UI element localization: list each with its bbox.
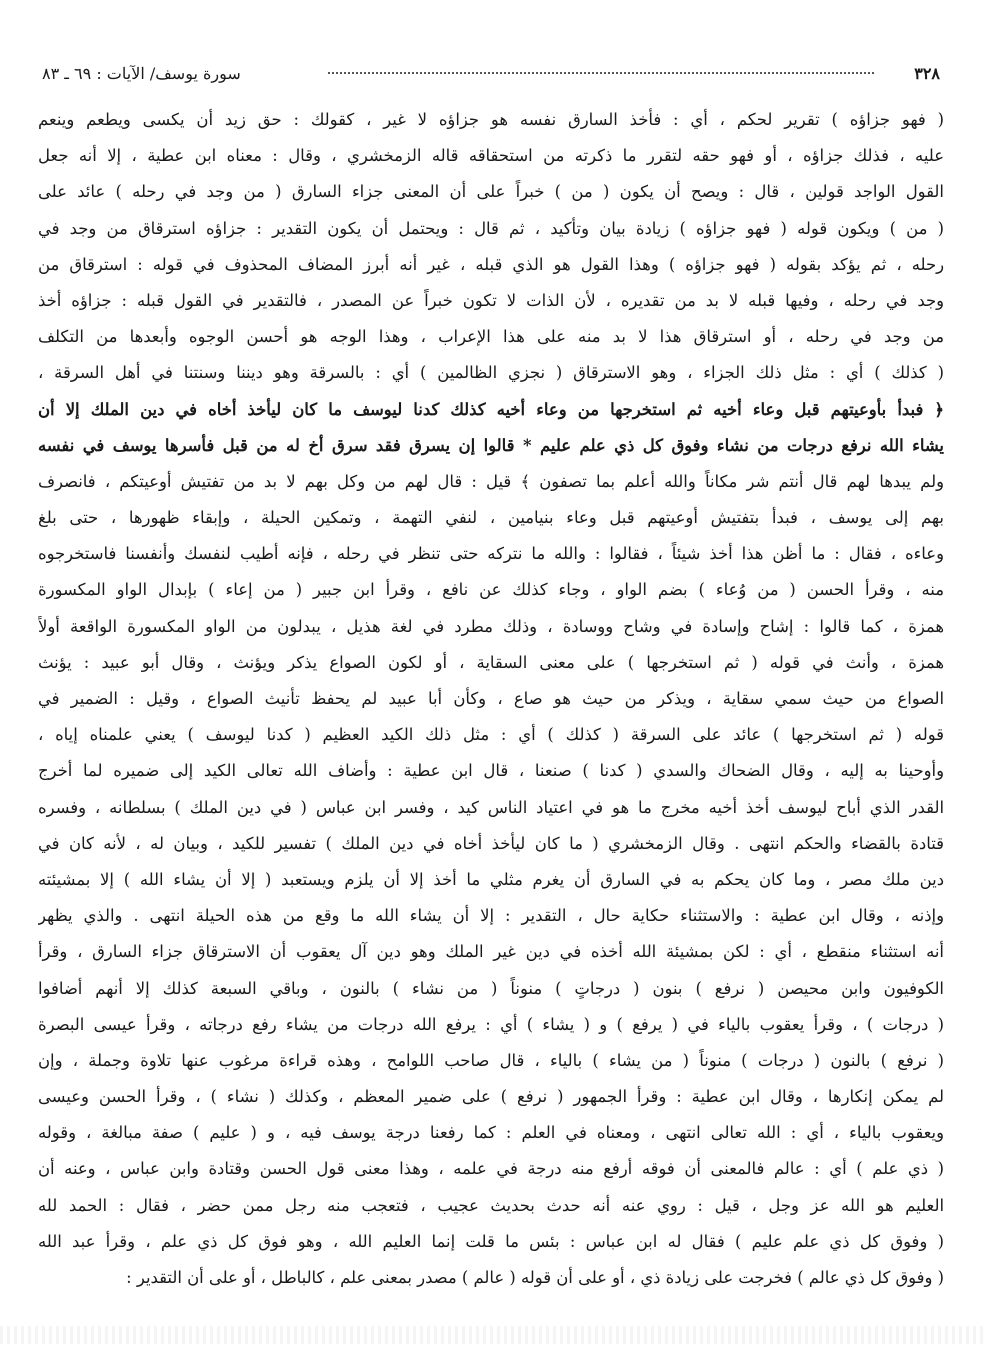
text-line: من وجد في رحله ، أو استرقاق هذا لا بد منه على هذا الإعراب ، وهذا الوجه هو أحسن الوجوه وأبعدها من التكلف [38, 327, 944, 347]
text-line: ( وفوق كل ذي علم عليم ) فقال له ابن عباس : بئس ما قلت إنما العليم الله ، وهو فوق كل ذي علم ، وقرأ عبد الله [38, 1231, 944, 1251]
text-line: القول الواجد قولين ، قال : ويصح أن يكون ( من ) خبراً على أن المعنى جزاء السارق ( من وجد في رحله ) عائد على [38, 182, 944, 202]
verse-line: ﴿ فبدأ بأوعيتهم قبل وعاء أخيه ثم استخرجها من وعاء أخيه كذلك كدنا ليوسف ما كان ليأخذ أخاه في دين الملك إلا أن [38, 399, 944, 419]
running-title: سورة يوسف/ الآيات : ٦٩ ـ ٨٣ [42, 64, 241, 83]
text-line: ويعقوب بالياء ، أي : الله تعالى انتهى ، ومعناه في العلم : كما رفعنا درجة يوسف فيه ، و ( عليم ) صفة مبالغة ، وقوله [38, 1123, 944, 1143]
text-line: عليه ، فذلك جزاؤه ، أو فهو حقه لتقرر ما ذكرته من استحقاقه قاله الزمخشري ، وقال : معناه ابن عطية ، إلا أنه جعل [38, 146, 944, 166]
text-line: وعاءه ، فقال : ما أظن هذا أخذ شيئاً ، فقالوا : والله ما نتركه حتى تنظر في رحله ، فإنه أطيب لنفسك وأنفسنا فاستخرجوه [38, 544, 944, 564]
text-line: ( فهو جزاؤه ) تقرير لحكم ، أي : فأخذ السارق نفسه هو جزاؤه لا غير ، كقولك : حق زيد أن يكسى ويطعم وينعم [38, 110, 944, 129]
text-line: لم يمكن إنكارها ، وقال ابن عطية : وقرأ الجمهور ( نرفع ) على ضمير المعظم ، وكذلك ( نشاء ) ، وقرأ الحسن وعيسى [38, 1087, 944, 1107]
text-line: الكوفيون وابن محيصن ( نرفع ) بنون ( درجاتٍ ) منوناً ( من نشاء ) بالنون ، وباقي السبعة كذلك إلا أنهم أضافوا [38, 978, 944, 998]
text-line: همزة ، كما قالوا : إشاح وإسادة في وشاح ووسادة ، وذلك مطرد في لغة هذيل ، يبدلون من الواو المكسورة الواقعة أولاً [38, 616, 944, 636]
text-line: وإذنه ، وقال ابن عطية : والاستثناء حكاية حال ، التقدير : إلا أن يشاء الله ما وقع من هذه الحيلة انتهى . والذي يظهر [38, 906, 944, 926]
text-line: ( وفوق كل ذي عالم ) فخرجت على زيادة ذي ، أو على أن قوله ( عالم ) مصدر بمعنى علم ، كالباطل ، أو على أن التقدير : [126, 1268, 944, 1287]
text-line: ولم يبدها لهم قال أنتم شر مكاناً والله أعلم بما تصفون ﴾ قيل : قال لهم من وكل بهم لا بد من تفتيش أوعيتكم ، فانصرف [38, 471, 944, 491]
text-line: القدر الذي أباح ليوسف أخذ أخيه مخرج ما هو في اعتياد الناس كيد ، وفسر ابن عباس ( في دين الملك ) بسلطانه ، وفسره [38, 797, 944, 817]
text-line: بهم إلى يوسف ، فبدأ بتفتيش أوعيتهم قبل وعاء بنيامين ، لنفي التهمة ، وتمكين الحيلة ، وإبقاء ظهورها ، حتى بلغ [38, 508, 944, 528]
header-leader-dots [328, 72, 874, 74]
text-line: وأوحينا به إليه ، وقال الضحاك والسدي ( كدنا ) صنعنا ، قال ابن عطية : وأضاف الله تعالى الكيد إلى ضميره لما أخرج [38, 761, 944, 781]
text-line: ( كذلك ) أي : مثل ذلك الجزاء ، وهو الاسترقاق ( نجزي الظالمين ) أي : بالسرقة وهو ديننا وسنتنا في أهل السرقة ، [38, 363, 944, 383]
text-line: رحله ، ثم يؤكد بقوله ( فهو جزاؤه ) وهذا القول هو الذي قبله ، غير أنه أبرز المضاف المحذوف في قوله : استرقاق من [38, 254, 944, 274]
text-line: دين ملك مصر ، وما كان يحكم به في السارق أن يغرم مثلي ما أخذ إلا أن يلزم ويستعبد ( إلا أن يشاء الله ) إلا بمشيئته [38, 869, 944, 889]
page-header [38, 58, 944, 92]
text-line: همزة ، وأنث في قوله ( ثم استخرجها ) على معنى السقاية ، أو لكون الصواع يذكر ويؤنث ، وقال أبو عبيد : يؤنث [38, 652, 944, 672]
text-line: قوله ( ثم استخرجها ) عائد على السرقة ( كذلك ) أي : مثل ذلك الكيد العظيم ( كدنا ليوسف ) يعني علمناه إياه ، [38, 725, 944, 745]
text-line: العليم هو الله عز وجل ، قيل : روي عنه أنه حدث بحديث عجيب ، فتعجب منه رجل ممن حضر ، فقال : الحمد لله [38, 1195, 944, 1215]
verse-line: يشاء الله نرفع درجات من نشاء وفوق كل ذي علم عليم * قالوا إن يسرق فقد سرق أخ له من قبل فأسرها يوسف في نفسه [38, 435, 944, 455]
body-text [38, 102, 944, 1296]
text-line: أنه استثناء منقطع ، أي : لكن بمشيئة الله أخذه في دين غير الملك وهو دين آل يعقوب أن الاسترقاق جزاء السارق ، وقرأ [38, 942, 944, 962]
text-line: منه ، وقرأ الحسن ( من وُعاء ) بضم الواو ، وجاء كذلك عن نافع ، وقرأ ابن جبير ( من إعاء ) بإبدال الواو المكسورة [38, 580, 944, 600]
text-line: ( من ) ويكون قوله ( فهو جزاؤه ) زيادة بيان وتأكيد ، ثم قال : ويحتمل أن يكون التقدير : جزاؤه استرقاق من وجد في [38, 218, 944, 238]
text-line: ( درجات ) ، وقرأ يعقوب بالياء في ( يرفع ) و ( يشاء ) أي : يرفع الله درجات من يشاء رفع درجاته ، وقرأ عيسى البصرة [38, 1014, 944, 1034]
text-line: ( نرفع ) بالنون ( درجات ) منوناً ( من يشاء ) بالياء ، قال صاحب اللوامح ، وهذه قراءة مرغوب عنها تلاوة وجملة ، وإن [38, 1050, 944, 1070]
text-line: وجد في رحله ، وفيها قبله لا بد من تقديره ، لأن الذات لا تكون خبراً عن المصدر ، فالتقدير في القول قبله : جزاؤه أخذ [38, 290, 944, 310]
text-line: ( ذي علم ) أي : عالم فالمعنى أن فوقه أرفع منه درجة في علمه ، وهذا معنى قول الحسن وقتادة وابن عباس ، وعنه أن [38, 1159, 944, 1179]
page-number: ٣٢٨ [914, 64, 940, 83]
text-line: الصواع من حيث سمي سقاية ، ويذكر من حيث هو صاع ، وكأن أبا عبيد لم يحفظ تأنيث الصواع ، وقيل : الضمير في [38, 689, 944, 708]
text-line: قتادة بالقضاء والحكم انتهى . وقال الزمخشري ( ما كان ليأخذ أخاه في دين الملك ) تفسير للكيد ، وبيان له ، لأنه كان في [38, 833, 944, 853]
scan-noise-strip [0, 1326, 984, 1344]
book-page [38, 58, 944, 1296]
